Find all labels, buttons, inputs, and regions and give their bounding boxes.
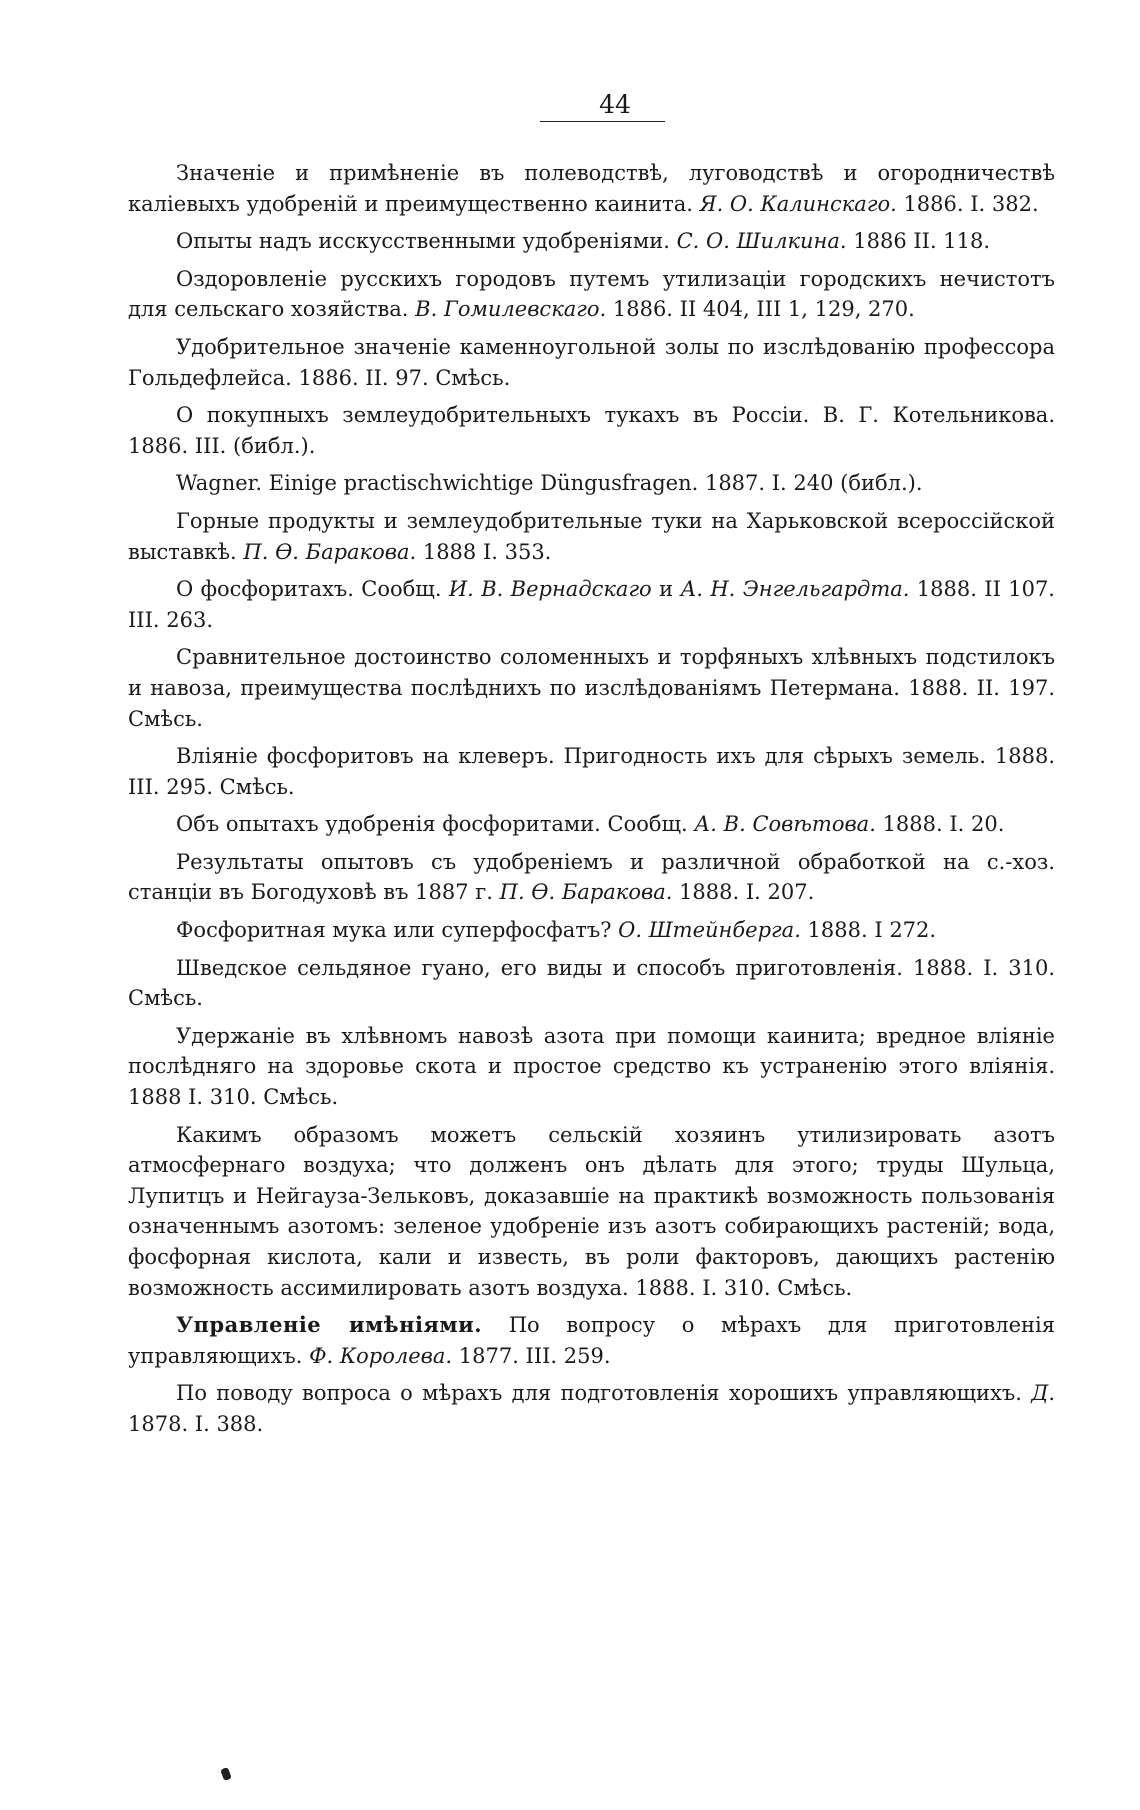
bibliography-entry: [128, 506, 1055, 567]
entry-text: Удержаніе въ хлѣвномъ навозѣ азота при помощи каинита; вредное вліяніе послѣдняго на здоровье скота и простое средство къ устраненію этого вліянія. 1888 I. 310. Смѣсь.: [128, 1023, 1055, 1110]
author-name: Ф. Королева.: [309, 1343, 453, 1368]
bibliography-entry: [128, 915, 1055, 946]
bibliography-entry: [128, 847, 1055, 908]
entry-text: Фосфоритная мука или суперфосфатъ?: [176, 918, 619, 943]
author-name: С. О. Шилкина.: [676, 229, 847, 254]
entry-text: 1878. I. 388.: [128, 1411, 264, 1436]
bibliography-entry: [128, 400, 1055, 461]
bibliography-entry: [128, 158, 1055, 219]
bibliography-entry: [128, 809, 1055, 840]
bibliography-entry: [128, 332, 1055, 393]
entry-text: Wagner. Einige practischwichtige Düngusfragen. 1887. I. 240 (библ.).: [176, 471, 923, 496]
author-name: Я. О. Калинскаго.: [699, 191, 897, 216]
entry-text: Сравнительное достоинство соломенныхъ и торфяныхъ хлѣвныхъ подстилокъ и навоза, преимущества послѣднихъ по изслѣдованіямъ Петермана. 1888. II. 197. Смѣсь.: [128, 645, 1055, 731]
author-name: О. Штейнберга.: [618, 918, 801, 943]
entry-text: Значеніе и примѣненіе въ полеводствѣ, луговодствѣ и огородничествѣ каліевыхъ удобреній и преимущественно каинита.: [128, 161, 1055, 216]
entry-text: Шведское сельдяное гуано, его виды и способъ приготовленія. 1888. I. 310. Смѣсь.: [128, 955, 1055, 1011]
entry-text: Оздоровленіе русскихъ городовъ путемъ утилизаціи городскихъ нечистотъ для сельскаго хозяйства.: [128, 266, 1055, 322]
entry-text: Объ опытахъ удобренія фосфоритами. Сообщ.: [176, 812, 695, 837]
page-number: 44: [599, 90, 631, 119]
bibliography-entry: [128, 642, 1055, 734]
page-number-rule: [540, 121, 665, 122]
entry-text: О фосфоритахъ. Сообщ.: [176, 577, 449, 602]
author-name: А. Н. Энгельгардта.: [680, 577, 910, 602]
entry-text: 1886 II. 118.: [846, 229, 991, 254]
bibliography-entry: [128, 1378, 1055, 1439]
entry-text: 1888. I 272.: [800, 918, 937, 943]
entry-text: Удобрительное значеніе каменноугольной золы по изслѣдованію профессора Гольдефлейса. 1886. II. 97. Смѣсь.: [128, 334, 1055, 390]
entry-text: 1888 I. 353.: [416, 539, 552, 564]
entry-text: 1886. I. 382.: [896, 191, 1039, 216]
entry-text: Горные продукты и землеудобрительные туки на Харьковской всероссійской выставкѣ.: [128, 508, 1055, 564]
bibliography-entry: [128, 1120, 1055, 1304]
entry-text: 1888. I. 207.: [672, 880, 815, 905]
ink-blot-mark: [220, 1767, 232, 1781]
entry-text: Опыты надъ исскусственными удобреніями.: [176, 229, 677, 254]
bibliography-entry: [128, 953, 1055, 1014]
entry-text: 1877. III. 259.: [452, 1343, 611, 1368]
bibliography-entry: [128, 468, 1055, 499]
entry-text: По поводу вопроса о мѣрахъ для подготовленія хорошихъ управляющихъ.: [176, 1381, 1032, 1406]
author-name: Д.: [1031, 1381, 1055, 1406]
bibliography-entry: [128, 226, 1055, 257]
entry-text: По вопросу о мѣрахъ для приготовленія управляющихъ.: [128, 1313, 1055, 1368]
author-name: П. Ѳ. Баракова.: [243, 539, 417, 564]
author-name: А. В. Совѣтова.: [694, 812, 876, 837]
entry-text: Вліяніе фосфоритовъ на клеверъ. Пригодность ихъ для сѣрыхъ земель. 1888. III. 295. Смѣсь.: [128, 744, 1055, 799]
bibliography-entry: [128, 264, 1055, 325]
entry-text: 1886. II 404, III 1, 129, 270.: [606, 297, 915, 322]
entry-text: Какимъ образомъ можетъ сельскій хозяинъ утилизировать азотъ атмосфернаго воздуха; что долженъ онъ дѣлать для этого; труды Шульца, Лупитцъ и Нейгауза-Зельковъ, доказавшіе на практикѣ возможность пользованія означеннымъ азотомъ: зеленое удобреніе изъ азотъ собирающихъ растеній; вода, фосфорная кислота, кали и известь, въ роли факторовъ, дающихъ растенію возможность ассимилировать азотъ воздуха. 1888. I. 310. Смѣсь.: [128, 1122, 1055, 1300]
entry-text: Результаты опытовъ съ удобреніемъ и различной обработкой на с.-хоз. станціи въ Богодуховѣ въ 1887 г.: [128, 849, 1055, 905]
author-name: В. Гомилевскаго.: [415, 297, 607, 322]
entry-text: О покупныхъ землеудобрительныхъ тукахъ въ Россіи. В. Г. Котельникова. 1886. III. (библ.).: [128, 403, 1055, 458]
entry-text: 1888. II 107. III. 263.: [128, 577, 1055, 632]
entry-text: 1888. I. 20.: [875, 812, 1005, 837]
bibliography-entries: [128, 158, 1055, 1447]
bibliography-entry: [128, 574, 1055, 635]
bibliography-entry: [128, 741, 1055, 802]
bibliography-entry: [128, 1021, 1055, 1113]
bibliography-entry: [128, 1310, 1055, 1371]
author-name: П. Ѳ. Баракова.: [499, 880, 673, 905]
section-heading: Управленіе имѣніями.: [176, 1312, 483, 1338]
author-name: И. В. Вернадскаго: [448, 577, 652, 602]
entry-text: и: [651, 577, 681, 602]
